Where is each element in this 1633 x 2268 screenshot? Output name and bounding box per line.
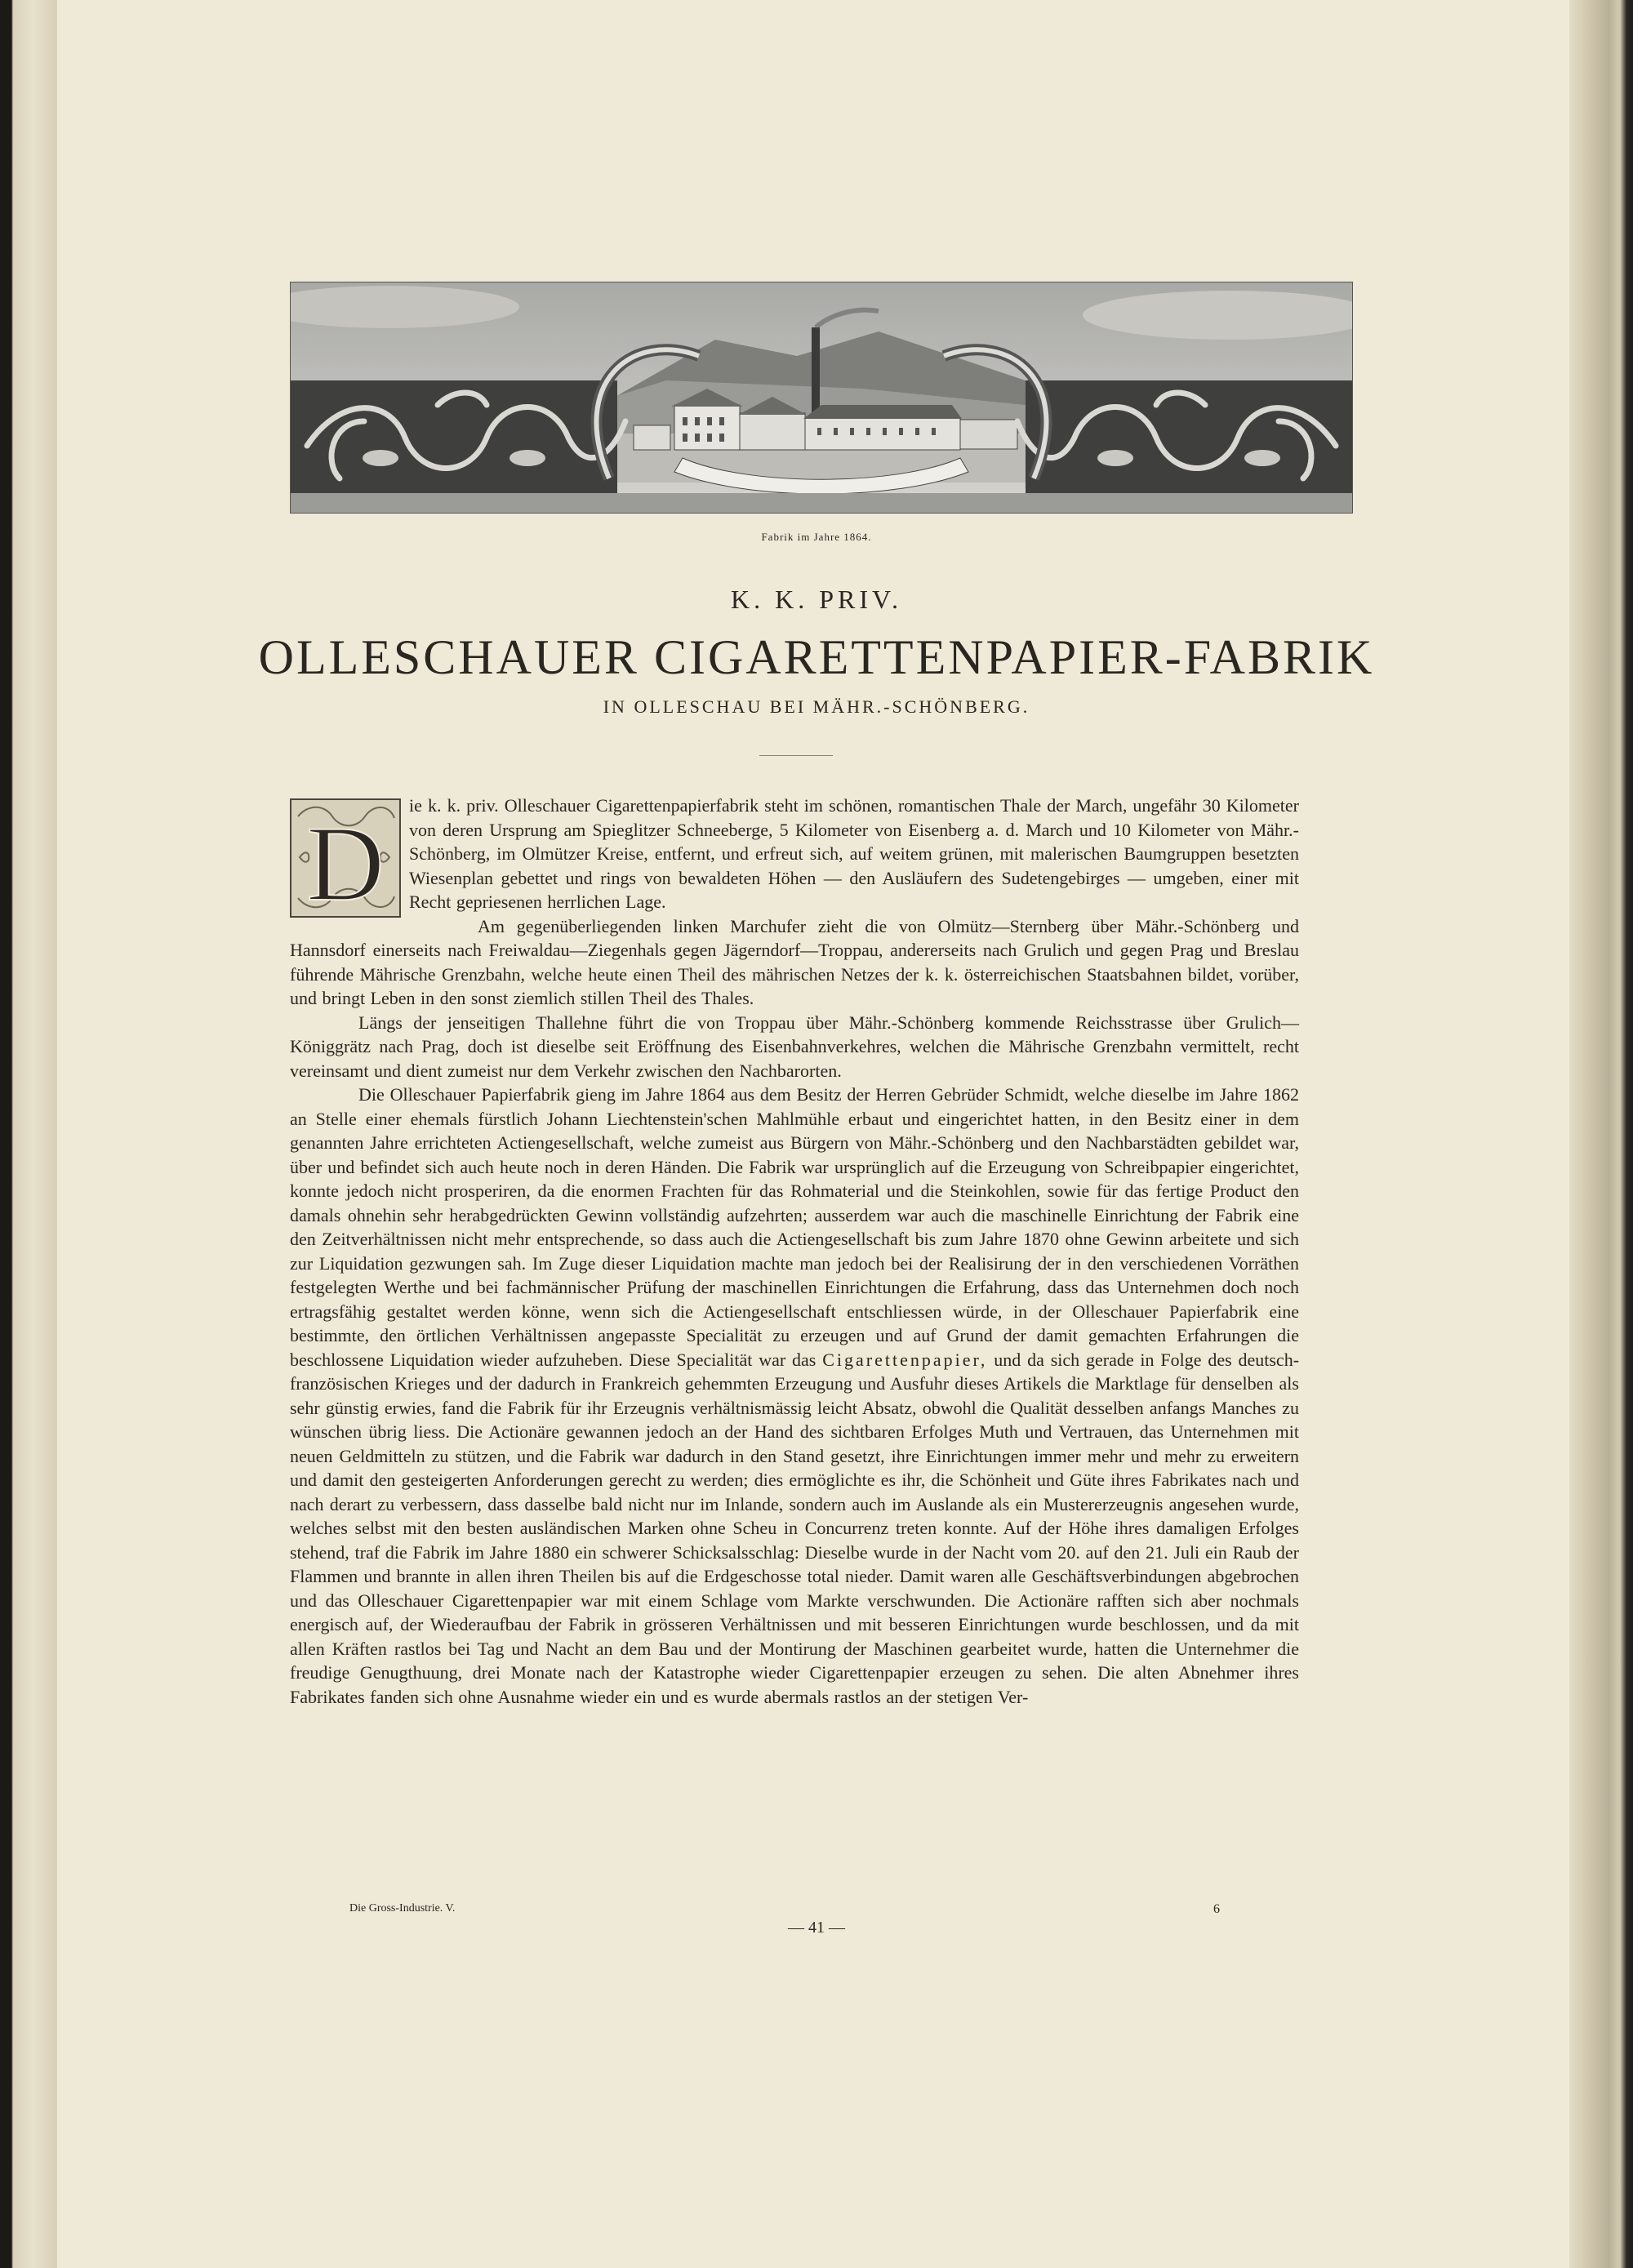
- drop-cap-letter: D: [306, 803, 385, 916]
- title-divider: [759, 755, 833, 756]
- paragraph-4: [290, 1083, 1299, 1709]
- kicker: K. K. PRIV.: [731, 585, 902, 614]
- paragraph-2: Am gegenüberliegenden linken Marchufer zieht die von Olmütz—Sternberg über Mähr.-Schönberg und Hannsdorf einerseits nach Freiwaldau—Ziegenhals gegen Jägerndorf—Troppau, andererseits nach Grulich und gegen Prag und Breslau führende Mährische Grenzbahn, welche heute einen Theil des mährischen Netzes der k. k. österreichischen Staatsbahnen bildet, vorüber, und bringt Leben in den sonst ziemlich stillen Theil des Thales.: [290, 915, 1299, 1008]
- factory-engraving: [290, 282, 1353, 514]
- illustration-caption: Fabrik im Jahre 1864.: [761, 531, 872, 543]
- article-body: [290, 794, 1299, 1709]
- paragraph-4-part-1: Die Olleschauer Papierfabrik gieng im Jahre 1864 aus dem Besitz der Herren Gebrüder Schmidt, welche dieselbe im Jahre 1862 an Stelle einer ehemals fürstlich Johann Liechtenstein'schen Mahlmühle erbaut und eingerichtet hatten, in den Besitz einer in dem genannten Jahre errichteten Actiengesellschaft, welche zumeist aus Bürgern von Mähr.-Schönberg und den Nachbarstädten gebildet war, über und befindet sich auch heute noch in deren Händen. Die Fabrik war ursprünglich auf die Erzeugung von Schreibpapier eingerichtet, konnte jedoch nicht prosperiren, da die enormen Frachten für das Rohmaterial und die Steinkohlen, sowie für das fertige Product den damals ohnehin sehr herabgedrückten Gewinn vollständig aufzehrten; ausserdem war auch die maschinelle Einrichtung der Fabrik eine den Zeitverhältnissen nicht mehr entsprechende, so dass auch die Actiengesellschaft bis zum Jahre 1870 ohne Gewinn arbeitete und sich zur Liquidation gezwungen sah. Im Zuge dieser Liquidation machte man jedoch bei der Realisirung der in den verschiedenen Vorräthen festgelegten Werthe und bei fachmännischer Prüfung der maschinellen Einrichtungen die Erfahrung, dass das Unternehmen doch noch ertragsfähig gestaltet werden könne, wenn sich die Actiengesellschaft entschliessen würde, in der Olleschauer Papierfabrik eine bestimmte, den örtlichen Verhältnissen angepasste Specialität zu erzeugen und auf Grund der damit gemachten Erfahrungen die beschlossene Liquidation wieder aufzuheben. Diese Specialität war das: [290, 1084, 1299, 1370]
- footer-signature-mark: 6: [1213, 1902, 1220, 1916]
- article-title: OLLESCHAUER CIGARETTENPAPIER-FABRIK: [258, 630, 1375, 684]
- paragraph-4-part-2: und da sich gerade in Folge des deutsch-französischen Krieges und der dadurch in Frankreich gehemmten Erzeugung und Ausfuhr dieses Artikels die Marktlage für denselben als sehr günstig erwies, fand die Fabrik für ihr Erzeugnis verhältnismässig leicht Absatz, obwohl die Qualität desselben anfangs Manches zu wünschen übrig liess. Die Actionäre gewannen jedoch an der Hand des sichtbaren Erfolges Muth und Vertrauen, das Unternehmen mit neuen Geldmitteln zu stützen, und die Fabrik war dadurch in den Stand gesetzt, ihre Einrichtungen immer mehr und mehr zu erweitern und damit den gesteigerten Anforderungen gerecht zu werden; dies ermöglichte es ihr, die Schönheit und Güte ihres Fabrikates nach und nach derart zu verbessern, dass dasselbe bald nicht nur im Inlande, sondern auch im Auslande als ein Mustererzeugnis angesehen wurde, welches selbst mit den besten ausländischen Marken ohne Scheu in Concurrenz treten konnte. Auf der Höhe ihres damaligen Erfolges stehend, traf die Fabrik im Jahre 1880 ein schwerer Schicksalsschlag: Dieselbe wurde in der Nacht vom 20. auf den 21. Juli ein Raub der Flammen und brannte in allen ihren Theilen bis auf die Erdgeschosse total nieder. Damit waren alle Geschäftsverbindungen abgebrochen und das Olleschauer Cigarettenpapier war mit einem Schlage vom Markte verschwunden. Die Actionäre rafften sich aber nochmals energisch auf, der Wiederaufbau der Fabrik in grösseren Verhältnissen und mit besseren Einrichtungen wurde beschlossen, und da mit allen Kräften rastlos bei Tag und Nacht an dem Bau und der Montirung der Maschinen gearbeitet wurde, hatten die Unternehmer die freudige Genugthuung, drei Monate nach der Katastrophe wieder Cigarettenpapier erzeugen zu sehen. Die alten Abnehmer ihres Fabrikates fanden sich ohne Ausnahme wieder ein und es wurde abermals rastlos an der stetigen Ver-: [290, 1349, 1300, 1707]
- paragraph-1-text: ie k. k. priv. Olleschauer Cigarettenpapierfabrik steht im schönen, romantischen Thale der March, ungefähr 30 Kilometer von deren Ursprung am Spieglitzer Schneeberge, 5 Kilometer von Eisenberg a. d. March und 10 Kilometer von Mähr.-Schönberg, im Olmützer Kreise, entfernt, und erfreut sich, auf weitem grünen, mit malerischen Baumgruppen besetzten Wiesenplan gebettet und rings von bewaldeten Höhen — den Ausläufern des Sudetengebirges — umgeben, einer mit Recht gepriesenen herrlichen Lage.: [409, 795, 1299, 912]
- article-subtitle: IN OLLESCHAU BEI MÄHR.-SCHÖNBERG.: [603, 696, 1030, 717]
- emphasis-cigarettenpapier: Cigarettenpapier,: [822, 1349, 988, 1370]
- page-number: — 41 —: [788, 1919, 845, 1937]
- paragraph-3: Längs der jenseitigen Thallehne führt die von Troppau über Mähr.-Schönberg kommende Reichsstrasse über Grulich—Königgrätz nach Prag, doch ist dieselbe seit Eröffnung des Eisenbahnverkehres, welchen die Mährische Grenzbahn vermittelt, recht vereinsamt und dient zumeist nur dem Verkehr zwischen den Nachbarorten.: [290, 1012, 1299, 1081]
- footer-publication: Die Gross-Industrie. V.: [349, 1902, 456, 1914]
- paragraph-1: [290, 794, 1299, 914]
